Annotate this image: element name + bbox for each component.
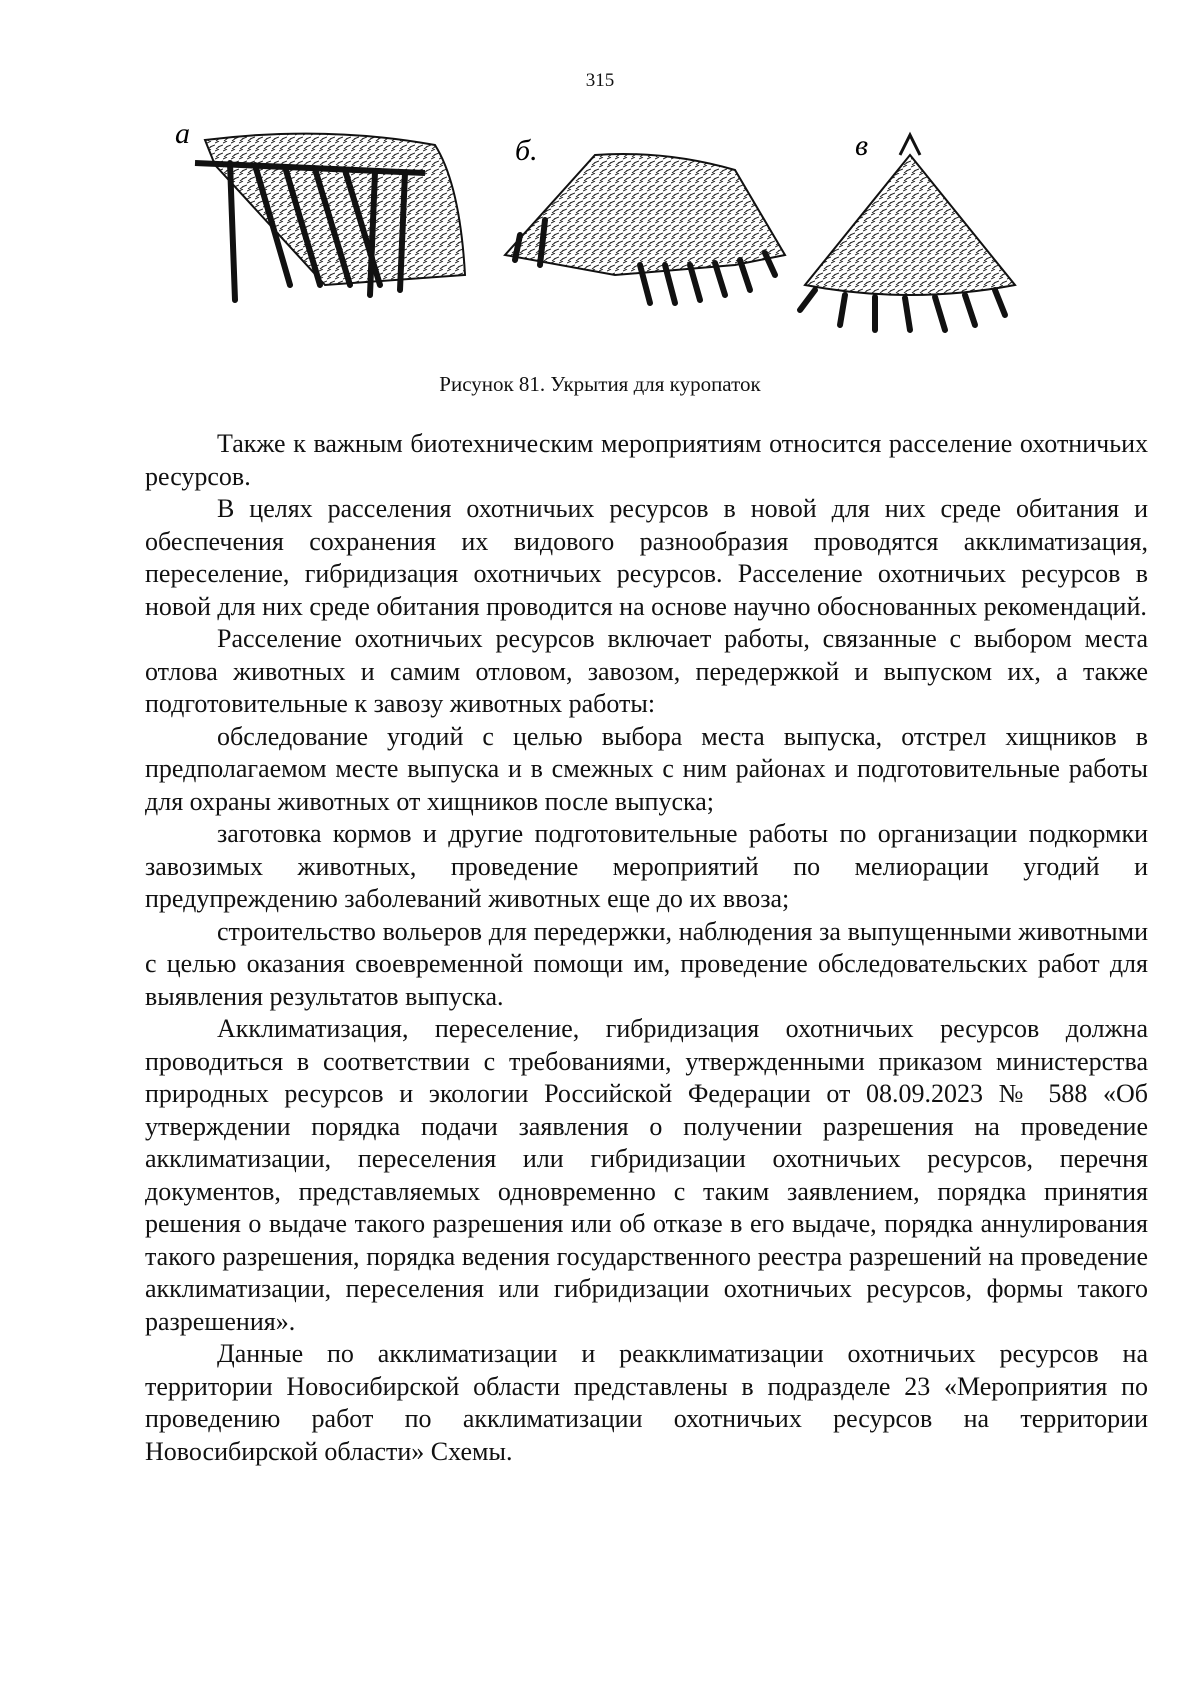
shelter-a-label: а <box>175 125 190 150</box>
paragraph: Акклиматизация, переселение, гибридизация охотничьих ресурсов должна проводиться в соответствии с требованиями, утвержденными приказом министерства природных ресурсов и экологии Российской Федерации от 08.09.2023 № 588 «Об утверждении порядка подачи заявления о получении разрешения на проведение акклиматизации, переселения или гибридизации охотничьих ресурсов, перечня документов, представляемых одновременно с таким заявлением, порядка принятия решения о выдаче такого разрешения или об отказе в его выдаче, порядка аннулирования такого разрешения, порядка ведения государственного реестра разрешений на проведение акклиматизации, переселения или гибридизации охотничьих ресурсов, формы такого разрешения». <box>145 1014 1148 1336</box>
paragraph: Данные по акклиматизации и реакклиматизации охотничьих ресурсов на территории Новосибирской области представлены в подразделе 23 «Мероприятия по проведению работ по акклиматизации охотничьих ресурсов на территории Новосибирской области» Схемы. <box>145 1339 1148 1466</box>
paragraph: В целях расселения охотничьих ресурсов в новой для них среде обитания и обеспечения сохранения их видового разнообразия проводятся акклиматизация, переселение, гибридизация охотничьих ресурсов. Расселение охотничьих ресурсов в новой для них среде обитания проводится на основе научно обоснованных рекомендаций. <box>145 494 1148 621</box>
paragraph: строительство вольеров для передержки, наблюдения за выпущенными животными с целью оказания своевременной помощи им, проведение обследовательских работ для выявления результатов выпуска. <box>145 916 1148 1011</box>
figure-caption: Рисунок 81. Укрытия для куропаток <box>439 372 761 396</box>
page-number: 315 <box>585 70 615 91</box>
body-text <box>145 428 1148 1468</box>
paragraph: Расселение охотничьих ресурсов включает работы, связанные с выбором места отлова животных и самим отловом, завозом, передержкой и выпуском их, а также подготовительные к завозу животных работы: <box>145 624 1148 718</box>
shelter-b-a-frame-drawing <box>505 154 785 303</box>
shelter-figure <box>175 125 1120 370</box>
paragraph: обследование угодий с целью выбора места выпуска, отстрел хищников в предполагаемом месте выпуска и в смежных с ним районах и подготовительные работы для охраны животных от хищников после выпуска; <box>145 721 1148 816</box>
paragraph: заготовка кормов и другие подготовительные работы по организации подкормки завозимых животных, проведение мероприятий по мелиорации угодий и предупреждению заболеваний животных еще до их ввоза; <box>145 819 1148 913</box>
shelter-c-label: в <box>855 129 869 162</box>
shelter-a-lean-to-drawing <box>195 134 465 300</box>
shelter-c-cone-drawing <box>800 135 1015 330</box>
paragraph: Также к важным биотехническим мероприятиям относится расселение охотничьих ресурсов. <box>145 429 1148 491</box>
shelter-b-label: б. <box>515 134 538 167</box>
